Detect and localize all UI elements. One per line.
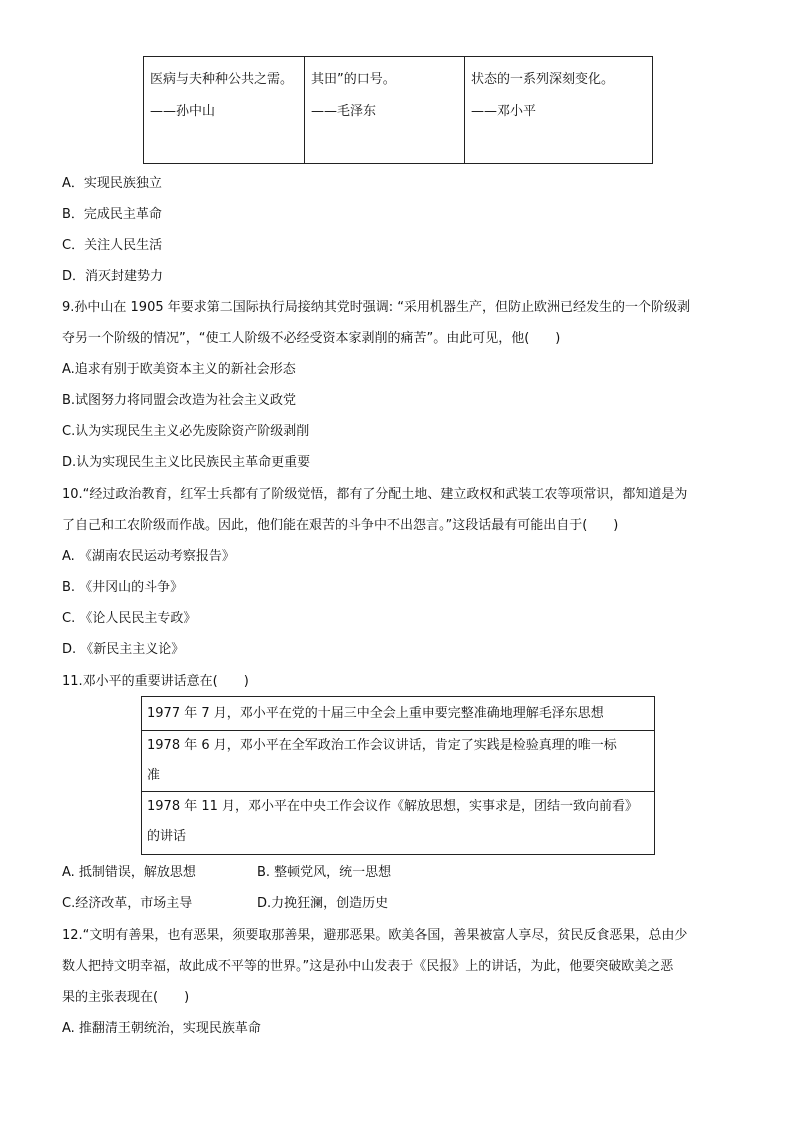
q8-option-d[interactable]: D．消灭封建势力 — [62, 269, 164, 284]
q10-stem: 10.“经过政治教育，红军士兵都有了阶级觉悟，都有了分配土地、建立政权和武装工农等项常识，都知道是为 — [62, 487, 688, 502]
q8-option-c[interactable]: C．关注人民生活 — [62, 238, 163, 253]
q11-option-a[interactable]: A. 抵制错误，解放思想 — [62, 865, 196, 880]
q9-option-a[interactable]: A.追求有别于欧美资本主义的新社会形态 — [62, 362, 296, 377]
q11-option-c[interactable]: C.经济改革，市场主导 — [62, 896, 193, 911]
q9-stem: 9.孙中山在 1905 年要求第二国际执行局接纳其党时强调: “采用机器生产，但防止欧洲已经发生的一个阶级剥 — [62, 300, 690, 315]
q10-option-b[interactable]: B. 《井冈山的斗争》 — [62, 580, 184, 595]
events-table — [141, 696, 655, 855]
q10-option-a[interactable]: A. 《湖南农民运动考察报告》 — [62, 549, 235, 564]
events-row — [142, 731, 654, 792]
quote-text: 其田”的口号。 — [311, 72, 396, 87]
q9-option-d[interactable]: D.认为实现民生主义比民族民主革命更重要 — [62, 455, 311, 470]
events-row-text: 的讲话 — [147, 829, 187, 844]
q12-stem: 果的主张表现在( ) — [62, 990, 190, 1005]
quote-source: ——孙中山 — [150, 104, 216, 119]
q11-option-b[interactable]: B. 整顿党风，统一思想 — [257, 865, 392, 880]
events-row-text: 1977 年 7 月，邓小平在党的十届三中全会上重申要完整准确地理解毛泽东思想 — [147, 706, 604, 721]
quote-source: ——毛泽东 — [311, 104, 377, 119]
quote-cell — [465, 57, 652, 163]
quote-table — [143, 56, 653, 164]
q11-stem: 11.邓小平的重要讲话意在( ) — [62, 674, 249, 689]
q9-stem: 夺另一个阶级的情况”，“使工人阶级不必经受资本家剥削的痛苦”。由此可见，他( ) — [62, 331, 561, 346]
q8-option-a[interactable]: A．实现民族独立 — [62, 176, 162, 191]
q9-option-c[interactable]: C.认为实现民生主义必先废除资产阶级剥削 — [62, 424, 310, 439]
events-row-text: 1978 年 6 月，邓小平在全军政治工作会议讲话，肯定了实践是检验真理的唯一标 — [147, 738, 617, 753]
quote-text: 状态的一系列深刻变化。 — [471, 72, 615, 87]
events-row-text: 准 — [147, 768, 161, 783]
q10-stem: 了自己和工农阶级而作战。因此，他们能在艰苦的斗争中不出怨言。”这段话最有可能出自于( ) — [62, 518, 619, 533]
quote-cell — [305, 57, 465, 163]
q10-option-c[interactable]: C. 《论人民民主专政》 — [62, 611, 197, 626]
q8-option-b[interactable]: B．完成民主革命 — [62, 207, 162, 222]
events-row — [142, 697, 654, 731]
q12-stem: 12.“文明有善果，也有恶果，须要取那善果，避那恶果。欧美各国，善果被富人享尽，贫民反食恶果，总由少 — [62, 928, 688, 943]
q12-option-a[interactable]: A. 推翻清王朝统治，实现民族革命 — [62, 1021, 261, 1036]
q9-option-b[interactable]: B.试图努力将同盟会改造为社会主义政党 — [62, 393, 297, 408]
quote-text: 医病与夫种种公共之需。 — [150, 72, 294, 87]
events-row-text: 1978 年 11 月，邓小平在中央工作会议作《解放思想，实事求是，团结一致向前看》 — [147, 799, 639, 814]
q10-option-d[interactable]: D. 《新民主主义论》 — [62, 642, 185, 657]
q11-option-d[interactable]: D.力挽狂澜，创造历史 — [257, 896, 389, 911]
quote-source: ——邓小平 — [471, 104, 537, 119]
q12-stem: 数人把持文明幸福，故此成不平等的世界。”这是孙中山发表于《民报》上的讲话，为此，他要突破欧美之恶 — [62, 959, 674, 974]
events-row — [142, 792, 654, 852]
quote-cell — [144, 57, 305, 163]
